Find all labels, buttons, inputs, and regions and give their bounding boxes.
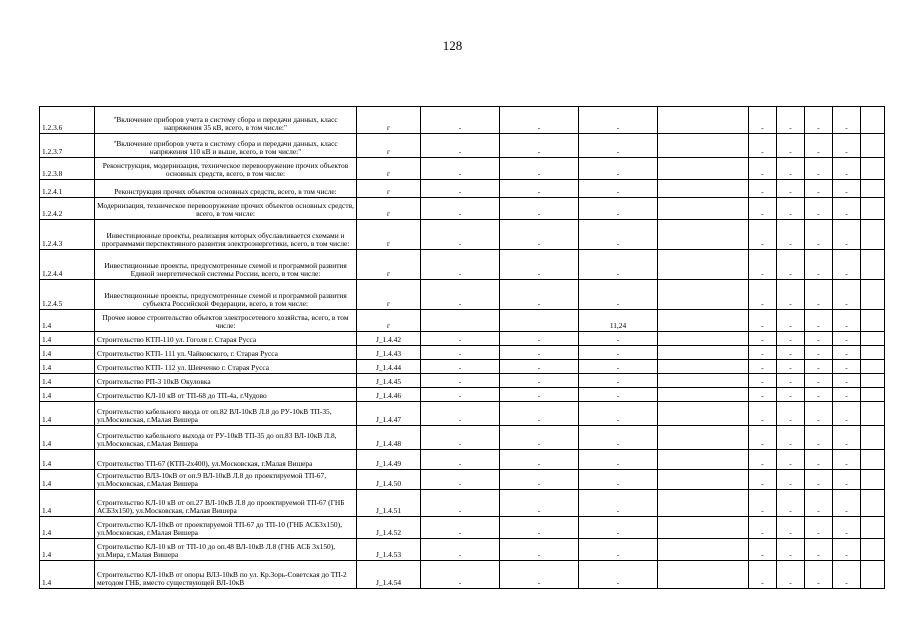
row-number: 1.4	[40, 470, 95, 490]
row-code: J_1.4.50	[357, 470, 421, 490]
value-cell: -	[833, 450, 861, 470]
row-description: Строительство КТП- 112 ул. Шевченко г. Старая Русса	[95, 360, 357, 374]
value-cell: -	[579, 158, 658, 180]
value-cell	[861, 158, 885, 180]
value-cell	[861, 107, 885, 134]
value-cell: -	[749, 158, 777, 180]
row-code: г	[357, 107, 421, 134]
value-cell: -	[805, 517, 833, 539]
value-cell: -	[833, 280, 861, 310]
table-row	[40, 310, 885, 332]
row-description: Строительство КЛ-10 кВ от ТП-10 до оп.48 ВЛ-10кВ Л.8 (ГНБ АСБ 3х150), ул.Мира, г.Малая Вишера	[95, 539, 357, 561]
value-cell: -	[805, 561, 833, 589]
value-cell: -	[777, 310, 805, 332]
row-code: J_1.4.47	[357, 402, 421, 426]
value-cell: -	[805, 402, 833, 426]
value-cell: -	[500, 107, 579, 134]
value-cell	[658, 198, 749, 220]
value-cell: 11,24	[579, 310, 658, 332]
value-cell: -	[833, 107, 861, 134]
value-cell	[658, 426, 749, 450]
value-cell: -	[749, 332, 777, 346]
value-cell: -	[749, 346, 777, 360]
row-description: Строительство КЛ-10 кВ от ТП-68 до ТП-4а, г.Чудово	[95, 388, 357, 402]
value-cell: -	[421, 332, 500, 346]
value-cell: -	[421, 134, 500, 158]
value-cell: -	[833, 470, 861, 490]
value-cell: -	[579, 332, 658, 346]
row-number: 1.2.4.5	[40, 280, 95, 310]
value-cell: -	[579, 180, 658, 198]
row-code: J_1.4.52	[357, 517, 421, 539]
row-description: Инвестиционные проекты, реализация которых обуславливается схемами и программами перспективного развития электроэнергетики, всего, в том числе:	[95, 220, 357, 250]
row-number: 1.4	[40, 426, 95, 450]
row-number: 1.2.4.1	[40, 180, 95, 198]
value-cell: -	[421, 180, 500, 198]
value-cell: -	[777, 450, 805, 470]
table-row	[40, 180, 885, 198]
value-cell: -	[833, 220, 861, 250]
value-cell: -	[579, 490, 658, 517]
value-cell: -	[749, 250, 777, 280]
value-cell	[658, 490, 749, 517]
value-cell: -	[805, 250, 833, 280]
row-number: 1.2.4.2	[40, 198, 95, 220]
value-cell: -	[777, 180, 805, 198]
value-cell: -	[579, 426, 658, 450]
row-code: J_1.4.43	[357, 346, 421, 360]
value-cell: -	[749, 374, 777, 388]
value-cell	[861, 134, 885, 158]
value-cell	[861, 332, 885, 346]
value-cell: -	[749, 539, 777, 561]
value-cell	[861, 250, 885, 280]
value-cell	[658, 310, 749, 332]
value-cell: -	[421, 517, 500, 539]
value-cell: -	[500, 158, 579, 180]
value-cell	[861, 310, 885, 332]
value-cell	[861, 220, 885, 250]
value-cell: -	[777, 107, 805, 134]
row-code: г	[357, 310, 421, 332]
value-cell: -	[749, 134, 777, 158]
value-cell	[861, 539, 885, 561]
value-cell	[658, 517, 749, 539]
value-cell: -	[500, 250, 579, 280]
row-description: Модернизация, техническое перевооружение прочих объектов основных средств, всего, в том числе:	[95, 198, 357, 220]
value-cell: -	[805, 374, 833, 388]
value-cell: -	[777, 426, 805, 450]
row-description: Строительство ТП-67 (КТП-2х400), ул.Московская, г.Малая Вишера	[95, 450, 357, 470]
table-row	[40, 250, 885, 280]
value-cell: -	[805, 332, 833, 346]
table-row	[40, 332, 885, 346]
row-number: 1.4	[40, 332, 95, 346]
value-cell: -	[805, 450, 833, 470]
value-cell: -	[500, 517, 579, 539]
table-row	[40, 450, 885, 470]
row-number: 1.2.4.3	[40, 220, 95, 250]
value-cell: -	[749, 280, 777, 310]
row-code: J_1.4.46	[357, 388, 421, 402]
value-cell: -	[421, 450, 500, 470]
value-cell: -	[500, 539, 579, 561]
value-cell: -	[500, 360, 579, 374]
value-cell: -	[421, 250, 500, 280]
value-cell	[861, 402, 885, 426]
value-cell	[658, 450, 749, 470]
row-description: Инвестиционные проекты, предусмотренные схемой и программой развития Единой энергетической системы России, всего, в том числе:	[95, 250, 357, 280]
value-cell: -	[421, 426, 500, 450]
table-row	[40, 158, 885, 180]
value-cell: -	[421, 388, 500, 402]
value-cell: -	[579, 517, 658, 539]
value-cell: -	[833, 426, 861, 450]
value-cell: -	[421, 346, 500, 360]
value-cell: -	[805, 134, 833, 158]
value-cell: -	[777, 332, 805, 346]
value-cell: -	[833, 388, 861, 402]
value-cell: -	[579, 346, 658, 360]
value-cell: -	[579, 450, 658, 470]
value-cell	[861, 388, 885, 402]
value-cell: -	[777, 374, 805, 388]
value-cell: -	[421, 539, 500, 561]
value-cell: -	[805, 158, 833, 180]
value-cell: -	[777, 198, 805, 220]
value-cell	[421, 310, 500, 332]
row-number: 1.2.3.7	[40, 134, 95, 158]
value-cell: -	[833, 517, 861, 539]
value-cell: -	[805, 539, 833, 561]
value-cell: -	[833, 332, 861, 346]
row-number: 1.4	[40, 517, 95, 539]
value-cell: -	[833, 134, 861, 158]
value-cell: -	[500, 374, 579, 388]
row-code: J_1.4.48	[357, 426, 421, 450]
value-cell	[861, 360, 885, 374]
table-row	[40, 490, 885, 517]
value-cell: -	[579, 402, 658, 426]
value-cell: -	[421, 402, 500, 426]
value-cell: -	[749, 220, 777, 250]
value-cell: -	[500, 450, 579, 470]
row-description: Строительство ВЛЗ-10кВ от оп.9 ВЛ-10кВ Л.8 до проектируемой ТП-67, ул.Московская, г.Малая Вишера	[95, 470, 357, 490]
value-cell: -	[777, 561, 805, 589]
value-cell	[861, 346, 885, 360]
row-description: Строительство КЛ-10кВ от проектируемой ТП-67 до ТП-10 (ГНБ АСБ3х150), ул.Московская, г.Малая Вишера	[95, 517, 357, 539]
table-row	[40, 561, 885, 589]
value-cell: -	[833, 250, 861, 280]
value-cell: -	[579, 374, 658, 388]
row-number: 1.4	[40, 561, 95, 589]
value-cell: -	[579, 198, 658, 220]
value-cell: -	[805, 360, 833, 374]
value-cell: -	[777, 250, 805, 280]
table-row	[40, 360, 885, 374]
table-row	[40, 517, 885, 539]
value-cell	[658, 107, 749, 134]
table-row	[40, 346, 885, 360]
value-cell: -	[579, 360, 658, 374]
row-number: 1.4	[40, 346, 95, 360]
value-cell: -	[500, 561, 579, 589]
row-number: 1.2.4.4	[40, 250, 95, 280]
row-code: J_1.4.53	[357, 539, 421, 561]
value-cell: -	[749, 180, 777, 198]
row-code: J_1.4.49	[357, 450, 421, 470]
value-cell	[658, 280, 749, 310]
value-cell	[861, 517, 885, 539]
value-cell: -	[777, 470, 805, 490]
row-description: Строительство кабельного ввода от оп.82 ВЛ-10кВ Л.8 до РУ-10кВ ТП-35, ул.Московская, г.Малая Вишера	[95, 402, 357, 426]
row-code: J_1.4.45	[357, 374, 421, 388]
value-cell: -	[500, 134, 579, 158]
value-cell: -	[500, 198, 579, 220]
value-cell: -	[579, 561, 658, 589]
value-cell	[658, 180, 749, 198]
row-code: г	[357, 250, 421, 280]
value-cell: -	[805, 426, 833, 450]
value-cell: -	[421, 220, 500, 250]
value-cell: -	[749, 360, 777, 374]
value-cell: -	[805, 388, 833, 402]
row-code: г	[357, 180, 421, 198]
value-cell: -	[777, 158, 805, 180]
value-cell	[861, 561, 885, 589]
value-cell	[861, 374, 885, 388]
row-number: 1.4	[40, 388, 95, 402]
value-cell: -	[833, 561, 861, 589]
value-cell: -	[777, 220, 805, 250]
value-cell: -	[805, 198, 833, 220]
value-cell	[658, 158, 749, 180]
row-description: Инвестиционные проекты, предусмотренные схемой и программой развития субъекта Российской Федерации, всего, в том числе:	[95, 280, 357, 310]
row-description: Прочее новое строительство объектов электросетевого хозяйства, всего, в том числе:	[95, 310, 357, 332]
row-description: Строительство КТП- 111 ул. Чайковского, г. Старая Русса	[95, 346, 357, 360]
row-number: 1.4	[40, 539, 95, 561]
value-cell	[861, 280, 885, 310]
value-cell: -	[777, 402, 805, 426]
value-cell: -	[421, 470, 500, 490]
table-row	[40, 374, 885, 388]
value-cell: -	[421, 374, 500, 388]
value-cell: -	[805, 280, 833, 310]
row-code: J_1.4.44	[357, 360, 421, 374]
value-cell: -	[833, 346, 861, 360]
value-cell: -	[749, 561, 777, 589]
value-cell: -	[421, 198, 500, 220]
value-cell: -	[579, 470, 658, 490]
table-row	[40, 402, 885, 426]
value-cell: -	[579, 107, 658, 134]
value-cell: -	[421, 280, 500, 310]
value-cell: -	[833, 180, 861, 198]
value-cell	[658, 388, 749, 402]
value-cell	[861, 426, 885, 450]
value-cell: -	[777, 346, 805, 360]
row-number: 1.4	[40, 402, 95, 426]
value-cell: -	[579, 134, 658, 158]
table-row	[40, 220, 885, 250]
value-cell: -	[805, 220, 833, 250]
table-row	[40, 134, 885, 158]
value-cell: -	[749, 470, 777, 490]
value-cell: -	[421, 107, 500, 134]
table-row	[40, 107, 885, 134]
row-code: J_1.4.42	[357, 332, 421, 346]
row-description: "Включение приборов учета в систему сбора и передачи данных, класс напряжения 110 кВ и выше, всего, в том числе:"	[95, 134, 357, 158]
value-cell: -	[500, 280, 579, 310]
value-cell: -	[579, 220, 658, 250]
value-cell: -	[833, 539, 861, 561]
value-cell: -	[777, 388, 805, 402]
row-number: 1.4	[40, 374, 95, 388]
value-cell: -	[749, 490, 777, 517]
value-cell: -	[579, 388, 658, 402]
value-cell: -	[833, 198, 861, 220]
value-cell: -	[749, 388, 777, 402]
value-cell: -	[833, 490, 861, 517]
value-cell: -	[777, 134, 805, 158]
row-number: 1.2.3.8	[40, 158, 95, 180]
row-code: J_1.4.51	[357, 490, 421, 517]
value-cell: -	[421, 158, 500, 180]
row-code: г	[357, 220, 421, 250]
value-cell: -	[500, 426, 579, 450]
value-cell: -	[500, 490, 579, 517]
value-cell	[658, 346, 749, 360]
value-cell: -	[805, 470, 833, 490]
value-cell: -	[500, 220, 579, 250]
value-cell	[658, 561, 749, 589]
value-cell	[500, 310, 579, 332]
value-cell: -	[805, 346, 833, 360]
value-cell	[658, 374, 749, 388]
row-number: 1.4	[40, 310, 95, 332]
value-cell: -	[500, 388, 579, 402]
row-description: Строительство КЛ-10кВ от опоры ВЛЗ-10кВ по ул. Кр.Зорь-Советская до ТП-2 методом ГНБ, вместо существующей ВЛ-10кВ	[95, 561, 357, 589]
value-cell	[861, 180, 885, 198]
value-cell: -	[749, 426, 777, 450]
value-cell	[658, 360, 749, 374]
row-description: Строительство КТП-110 ул. Гоголя г. Старая Русса	[95, 332, 357, 346]
value-cell: -	[579, 250, 658, 280]
value-cell: -	[833, 374, 861, 388]
row-description: "Включение приборов учета в систему сбора и передачи данных, класс напряжения 35 кВ, всего, в том числе:"	[95, 107, 357, 134]
value-cell	[658, 402, 749, 426]
table-row	[40, 539, 885, 561]
table-row	[40, 198, 885, 220]
table-row	[40, 388, 885, 402]
value-cell: -	[833, 402, 861, 426]
table-row	[40, 426, 885, 450]
value-cell: -	[805, 310, 833, 332]
value-cell: -	[500, 402, 579, 426]
value-cell: -	[421, 490, 500, 517]
value-cell	[658, 220, 749, 250]
value-cell: -	[749, 198, 777, 220]
row-number: 1.4	[40, 360, 95, 374]
value-cell: -	[500, 180, 579, 198]
value-cell: -	[749, 517, 777, 539]
value-cell: -	[833, 158, 861, 180]
value-cell: -	[749, 450, 777, 470]
row-code: J_1.4.54	[357, 561, 421, 589]
value-cell: -	[579, 539, 658, 561]
page-number: 128	[442, 38, 463, 53]
value-cell: -	[777, 280, 805, 310]
row-number: 1.2.3.6	[40, 107, 95, 134]
value-cell: -	[833, 360, 861, 374]
row-description: Строительство КЛ-10 кВ от оп.27 ВЛ-10кВ Л.8 до проектируемой ТП-67 (ГНБ АСБ3х150), ул.Московская, г.Малая Вишера	[95, 490, 357, 517]
value-cell	[861, 198, 885, 220]
value-cell: -	[777, 490, 805, 517]
value-cell: -	[421, 561, 500, 589]
row-description: Строительство кабельного выхода от РУ-10кВ ТП-35 до оп.83 ВЛ-10кВ Л.8, ул.Московская, г.Малая Вишера	[95, 426, 357, 450]
value-cell: -	[500, 332, 579, 346]
value-cell: -	[749, 402, 777, 426]
value-cell	[658, 250, 749, 280]
value-cell	[658, 134, 749, 158]
table-row	[40, 470, 885, 490]
row-number: 1.4	[40, 450, 95, 470]
value-cell: -	[500, 470, 579, 490]
value-cell: -	[777, 360, 805, 374]
value-cell: -	[805, 490, 833, 517]
value-cell	[658, 470, 749, 490]
value-cell: -	[777, 517, 805, 539]
table-row	[40, 280, 885, 310]
value-cell: -	[805, 180, 833, 198]
value-cell: -	[833, 310, 861, 332]
row-code: г	[357, 134, 421, 158]
value-cell: -	[500, 346, 579, 360]
row-number: 1.4	[40, 490, 95, 517]
value-cell	[861, 450, 885, 470]
row-description: Реконструкция, модернизация, техническое перевооружение прочих объектов основных средств, всего, в том числе:	[95, 158, 357, 180]
row-code: г	[357, 198, 421, 220]
value-cell	[861, 490, 885, 517]
value-cell: -	[421, 360, 500, 374]
investment-table	[39, 106, 885, 589]
row-description: Строительство РП-3 10кВ Окуловка	[95, 374, 357, 388]
value-cell: -	[749, 310, 777, 332]
value-cell	[861, 470, 885, 490]
row-code: г	[357, 158, 421, 180]
value-cell: -	[805, 107, 833, 134]
value-cell: -	[749, 107, 777, 134]
value-cell	[658, 332, 749, 346]
value-cell	[658, 539, 749, 561]
row-description: Реконструкция прочих объектов основных средств, всего, в том числе:	[95, 180, 357, 198]
value-cell: -	[579, 280, 658, 310]
value-cell: -	[777, 539, 805, 561]
row-code: г	[357, 280, 421, 310]
